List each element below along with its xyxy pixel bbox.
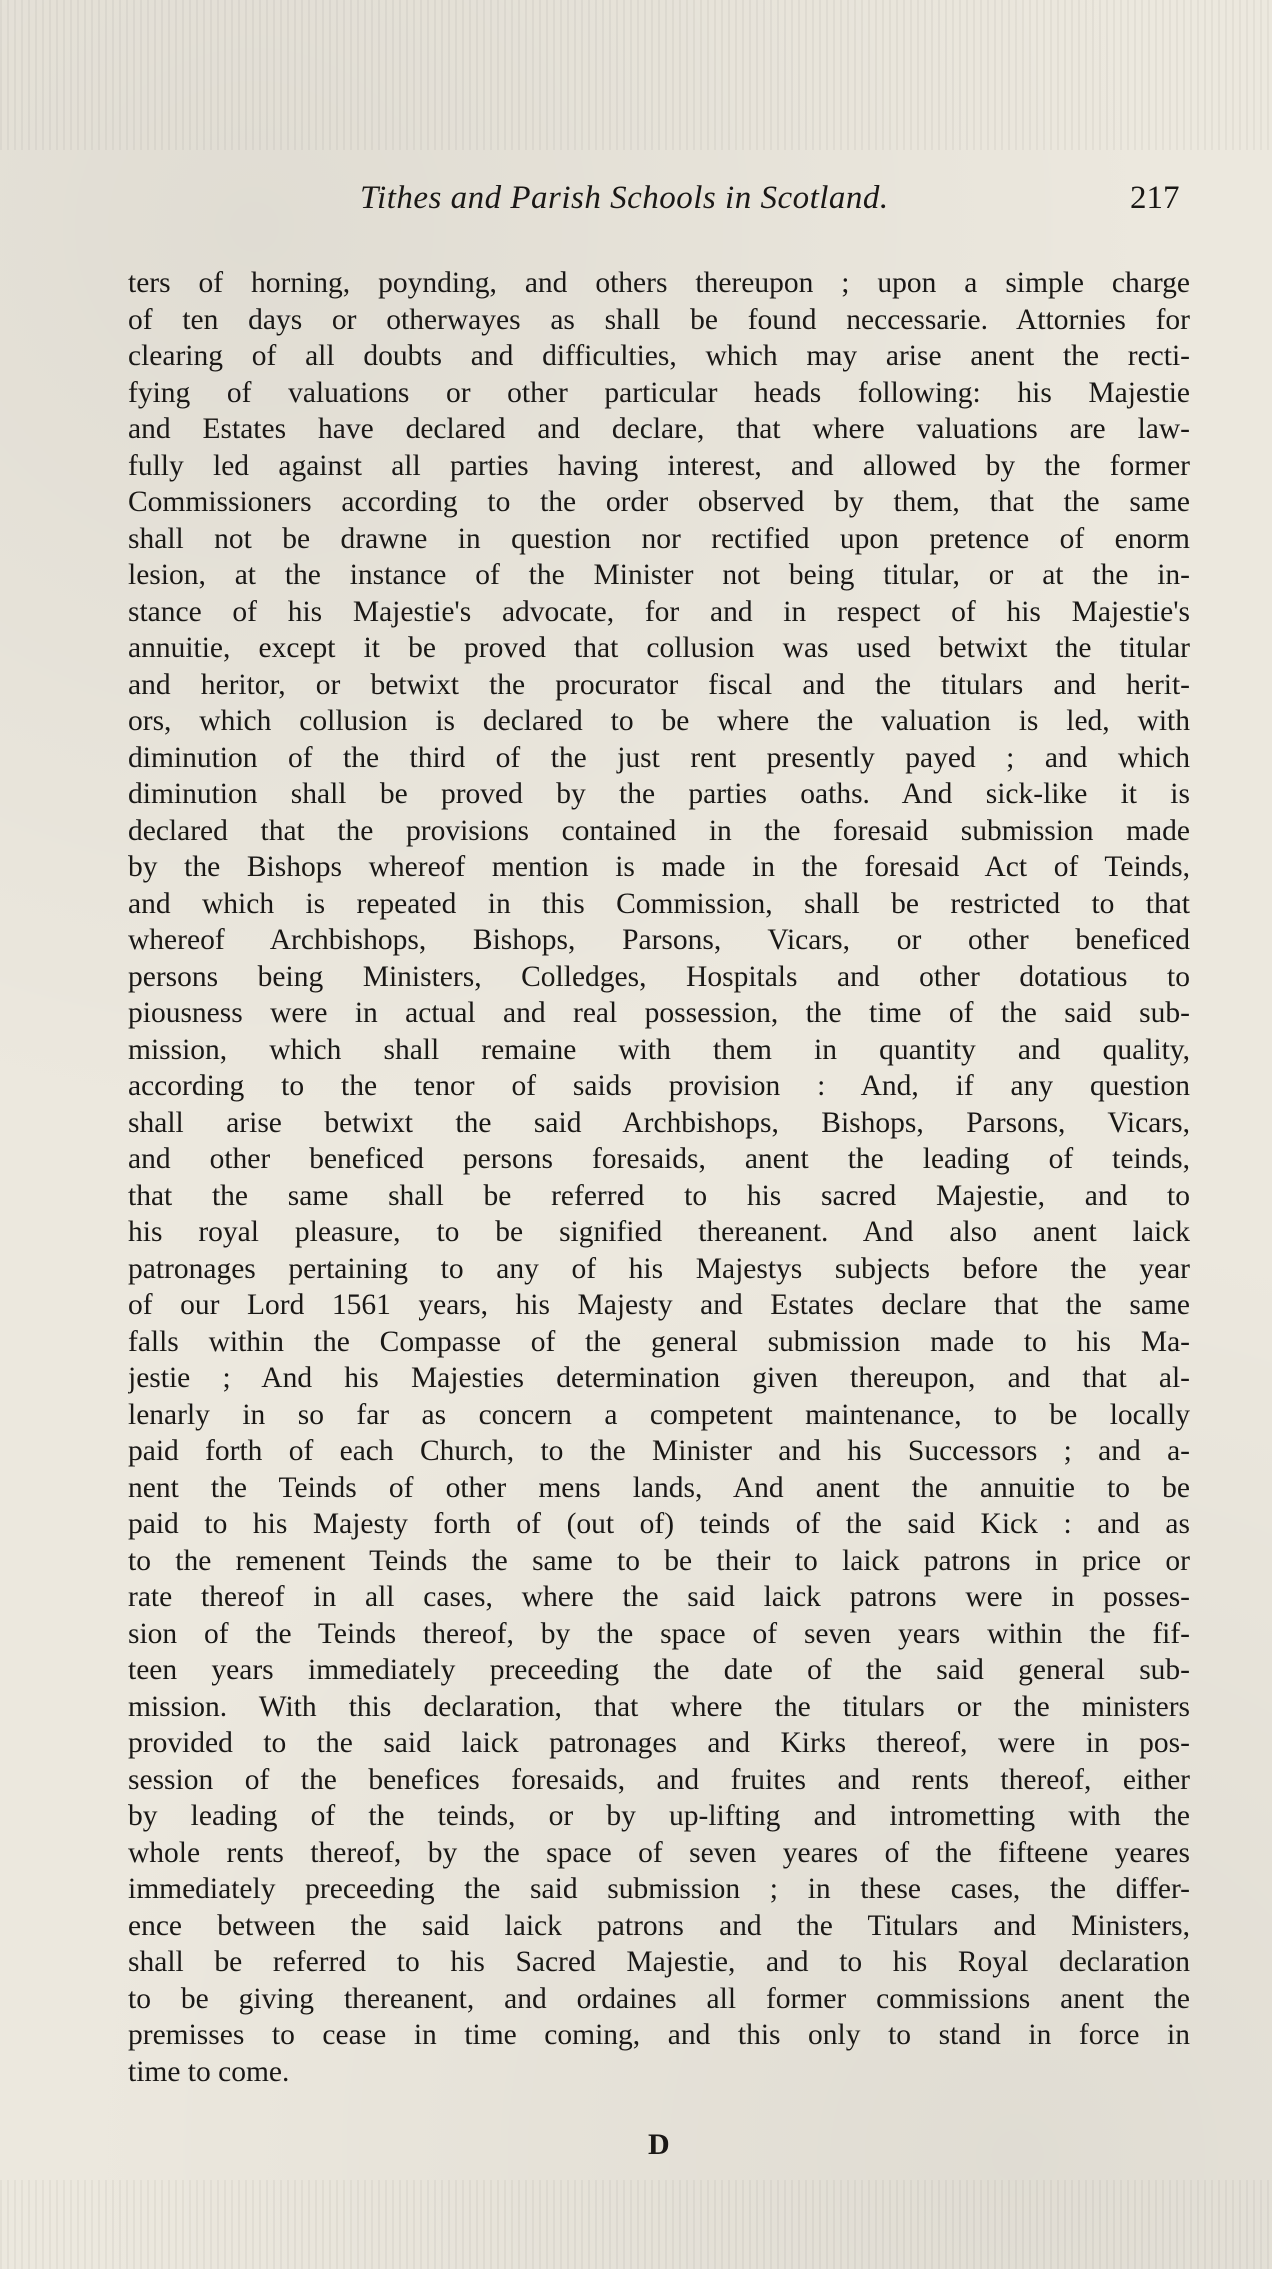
page-margin-top — [0, 0, 1272, 150]
text-line: paid forth of each Church, to the Minister and his Successors ; and a- — [128, 1435, 1190, 1467]
text-line: his royal pleasure, to be signified thereanent. And also anent laick — [128, 1216, 1190, 1248]
text-line: falls within the Compasse of the general submission made to his Ma- — [128, 1325, 1190, 1358]
text-line: immediately preceeding the said submission ; in these cases, the differ- — [128, 1873, 1190, 1905]
text-line: provided to the said laick patronages and Kirks thereof, were in pos- — [128, 1727, 1190, 1759]
text-line: shall be referred to his Sacred Majestie, and to his Royal declaration — [128, 1946, 1190, 1978]
text-line: mission, which shall remaine with them in quantity and quality, — [128, 1033, 1190, 1066]
text-line: to the remenent Teinds the same to be their to laick patrons in price or — [128, 1544, 1190, 1577]
text-line: fying of valuations or other particular heads following: his Majestie — [128, 376, 1190, 409]
text-line: clearing of all doubts and difficulties, which may arise anent the recti- — [128, 340, 1190, 372]
text-line: stance of his Majestie's advocate, for and in respect of his Majestie's — [128, 595, 1190, 628]
text-line: diminution shall be proved by the parties oaths. And sick-like it is — [128, 778, 1190, 810]
text-line: shall arise betwixt the said Archbishops, Bishops, Parsons, Vicars, — [128, 1106, 1190, 1139]
text-line: mission. With this declaration, that where the titulars or the ministers — [128, 1690, 1190, 1723]
text-line: session of the benefices foresaids, and fruites and rents thereof, either — [128, 1763, 1190, 1796]
text-line: nent the Teinds of other mens lands, And anent the annuitie to be — [128, 1471, 1190, 1504]
text-line: and which is repeated in this Commission, shall be restricted to that — [128, 887, 1190, 920]
running-head — [0, 180, 1272, 228]
signature-mark: D — [648, 2128, 670, 2161]
text-line: of ten days or otherwayes as shall be found neccessarie. Attornies for — [128, 303, 1190, 336]
text-line: ors, which collusion is declared to be where the valuation is led, with — [128, 705, 1190, 737]
text-line: ence between the said laick patrons and the Titulars and Ministers, — [128, 1909, 1190, 1942]
page-margin-bottom — [0, 2180, 1272, 2269]
running-title: Tithes and Parish Schools in Scotland. — [360, 180, 889, 216]
text-line: patronages pertaining to any of his Majestys subjects before the year — [128, 1252, 1190, 1285]
text-line: by the Bishops whereof mention is made in the foresaid Act of Teinds, — [128, 851, 1190, 883]
text-line: fully led against all parties having interest, and allowed by the former — [128, 449, 1190, 482]
text-line: declared that the provisions contained in the foresaid submission made — [128, 814, 1190, 847]
text-line: and Estates have declared and declare, that where valuations are law- — [128, 413, 1190, 445]
text-line: shall not be drawne in question nor rectified upon pretence of enorm — [128, 522, 1190, 555]
text-line: sion of the Teinds thereof, by the space of seven years within the fif- — [128, 1617, 1190, 1650]
text-line: by leading of the teinds, or by up-lifting and intrometting with the — [128, 1800, 1190, 1832]
text-line: and other beneficed persons foresaids, anent the leading of teinds, — [128, 1143, 1190, 1175]
text-line: according to the tenor of saids provision : And, if any question — [128, 1070, 1190, 1102]
text-line: of our Lord 1561 years, his Majesty and Estates declare that the same — [128, 1289, 1190, 1321]
text-line: persons being Ministers, Colledges, Hospitals and other dotatious to — [128, 960, 1190, 993]
text-line: rate thereof in all cases, where the said laick patrons were in posses- — [128, 1581, 1190, 1613]
text-line: time to come. — [128, 2055, 290, 2088]
text-line: ters of horning, poynding, and others thereupon ; upon a simple charge — [128, 267, 1190, 299]
text-line: and heritor, or betwixt the procurator fiscal and the titulars and herit- — [128, 668, 1190, 701]
text-line: lesion, at the instance of the Minister not being titular, or at the in- — [128, 559, 1190, 591]
text-line: to be giving thereanent, and ordaines all former commissions anent the — [128, 1982, 1190, 2015]
text-line: that the same shall be referred to his sacred Majestie, and to — [128, 1179, 1190, 1212]
text-line: whole rents thereof, by the space of seven yeares of the fifteene yeares — [128, 1836, 1190, 1869]
text-line: premisses to cease in time coming, and this only to stand in force in — [128, 2019, 1190, 2051]
text-line: Commissioners according to the order observed by them, that the same — [128, 486, 1190, 518]
text-line: teen years immediately preceeding the date of the said general sub- — [128, 1654, 1190, 1686]
text-line: diminution of the third of the just rent presently payed ; and which — [128, 741, 1190, 774]
page-number: 217 — [1130, 180, 1180, 216]
text-line: lenarly in so far as concern a competent maintenance, to be locally — [128, 1398, 1190, 1431]
text-line: annuitie, except it be proved that collusion was used betwixt the titular — [128, 632, 1190, 664]
text-line: jestie ; And his Majesties determination given thereupon, and that al- — [128, 1362, 1190, 1394]
text-line: piousness were in actual and real possession, the time of the said sub- — [128, 997, 1190, 1029]
text-line: paid to his Majesty forth of (out of) teinds of the said Kick : and as — [128, 1508, 1190, 1540]
body-text — [128, 265, 1190, 2090]
text-line: whereof Archbishops, Bishops, Parsons, Vicars, or other beneficed — [128, 924, 1190, 956]
